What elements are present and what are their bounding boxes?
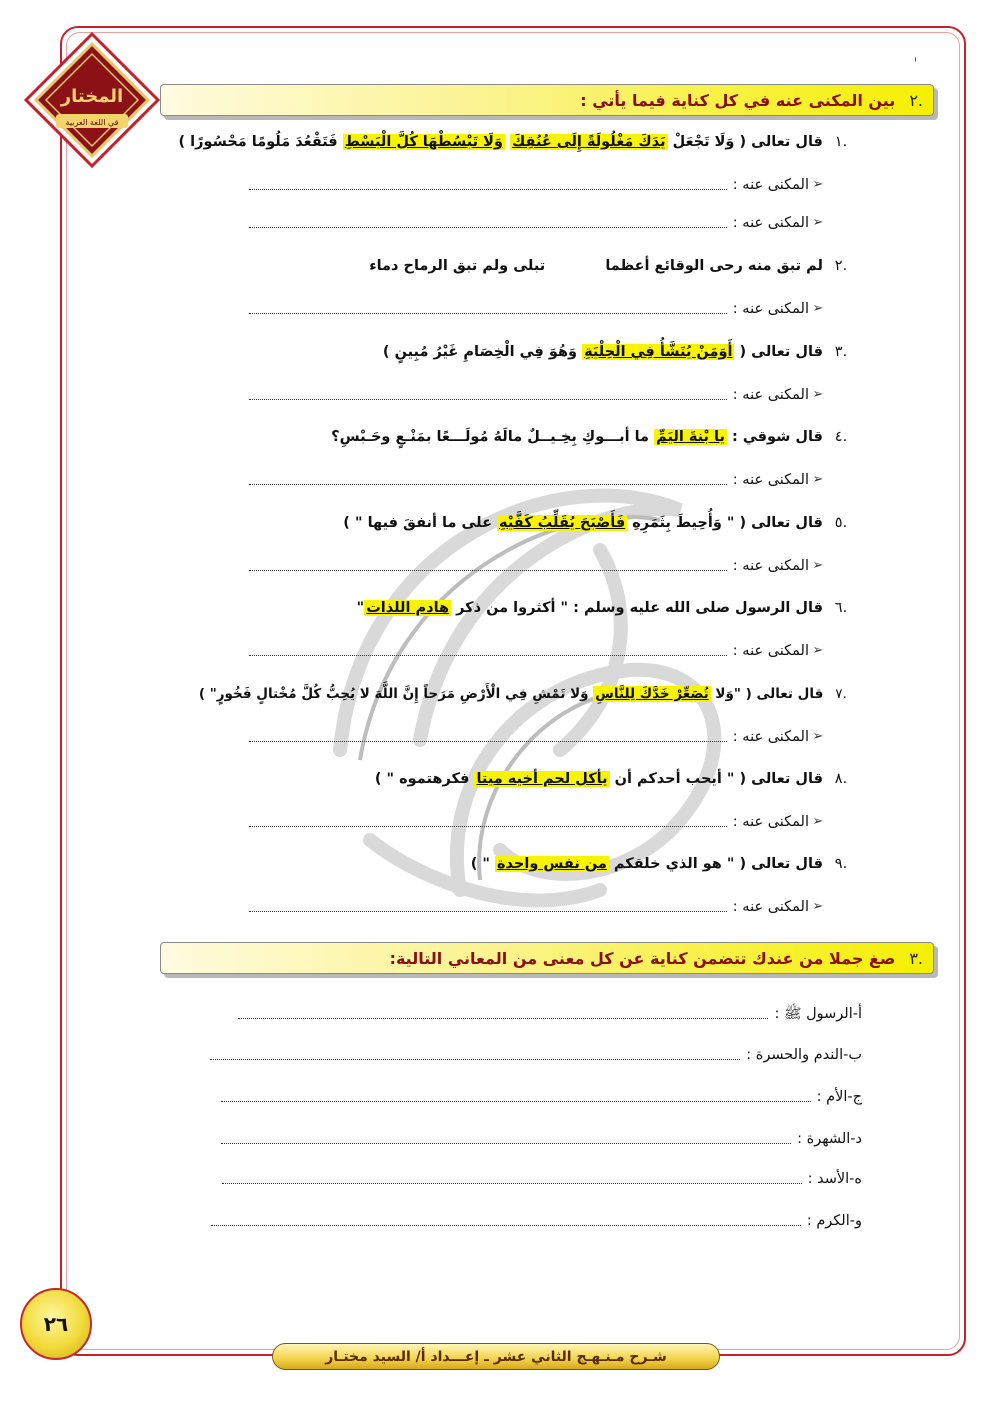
item-9: .٩ قال تعالى ( " هو الذي خلقكم من نفس واحدة " ) <box>470 856 848 872</box>
arrow-bullet-icon: ➢ <box>812 301 824 316</box>
highlight: تُصَعِّرْ خَدَّكَ لِلنَّاسِ <box>595 686 709 702</box>
footer-banner: شـرح مـنـهـج الثاني عشر ـ إعـــداد أ/ السيد مختـار <box>272 1343 720 1370</box>
arrow-bullet-icon: ➢ <box>812 215 824 230</box>
logo-title: المختار <box>60 86 124 107</box>
arrow-bullet-icon: ➢ <box>812 729 824 744</box>
question3-number: .٣ <box>909 948 923 968</box>
arrow-bullet-icon: ➢ <box>812 814 824 829</box>
item-3: .٣ قال تعالى ( أَوَمَنْ يُنَشَّأُ فِي الْحِلْيَةِ وَهُوَ فِي الْخِصَامِ غَيْرُ مُبِينٍ ) <box>382 344 848 360</box>
item-4: .٤ قال شوقي : يا بْنةَ اليَمِّ ما أبـــوكِ بِخِـيــلٌ مالَهُ مُولَـــعًا بمَنْـعٍ وحَـبْسِ؟ <box>331 429 848 445</box>
page-number: ٢٦ <box>20 1288 92 1360</box>
arrow-bullet-icon: ➢ <box>812 177 824 192</box>
sentence-item[interactable]: ب-الندم والحسرة : <box>210 1043 862 1067</box>
highlight: وَلَا تَبْسُطْهَا كُلَّ الْبَسْطِ <box>344 134 503 150</box>
item-8: .٨ قال تعالى ( " أيحب أحدكم أن يأكل لحم أخيه ميتا فكرهتموه " ) <box>374 771 848 787</box>
sentence-item[interactable]: ه-الأسد : <box>222 1167 862 1191</box>
sentence-item[interactable]: أ-الرسول ﷺ : <box>238 1002 862 1026</box>
arrow-bullet-icon: ➢ <box>812 472 824 487</box>
item-2: .٢ لم تبق منه رحى الوقائع أعظما تبلى ولم تبق الرماح دماء <box>369 258 848 274</box>
answer-line[interactable]: ➢ المكنى عنه : <box>249 383 827 407</box>
question2-header <box>160 84 934 116</box>
question2-title: بين المكنى عنه في كل كناية فيما يأتي : <box>580 90 896 110</box>
highlight: أَوَمَنْ يُنَشَّأُ فِي الْحِلْيَةِ <box>584 344 733 360</box>
question2-number: .٢ <box>909 90 923 110</box>
item-6: .٦ قال الرسول صلى الله عليه وسلم : " أكثروا من ذكر هادم اللذات" <box>356 600 848 616</box>
highlight: يأكل لحم أخيه ميتا <box>476 771 608 787</box>
answer-line[interactable]: ➢ المكنى عنه : <box>249 895 827 919</box>
item-7: .٧ قال تعالى ( "وَلا تُصَعِّرْ خَدَّكَ لِلنَّاسِ وَلا تَمْشِ فِي الْأَرْضِ مَرَحاً إِنَّ اللَّهَ لا يُحِبُّ كُلَّ مُخْتالٍ فَخُورٍ" ) <box>198 686 847 702</box>
answer-line[interactable]: ➢ المكنى عنه : <box>249 468 827 492</box>
arrow-bullet-icon: ➢ <box>812 558 824 573</box>
arrow-bullet-icon: ➢ <box>812 899 824 914</box>
item-1: .١ قال تعالى ( وَلَا تَجْعَلْ يَدَكَ مَغْلُولَةً إِلَى عُنُقِكَ وَلَا تَبْسُطْهَا كُلَّ الْبَسْطِ فَتَقْعُدَ مَلُومًا مَحْسُورًا ) <box>178 134 848 150</box>
highlight: من نفس واحدة <box>497 856 607 872</box>
answer-line[interactable]: ➢ المكنى عنه : <box>249 725 827 749</box>
highlight: يَدَكَ مَغْلُولَةً إِلَى عُنُقِكَ <box>512 134 666 150</box>
logo-subtitle: في اللغة العربية <box>65 118 119 127</box>
arrow-bullet-icon: ➢ <box>812 387 824 402</box>
sentence-item[interactable]: د-الشهرة : <box>221 1127 862 1151</box>
highlight: فَأَصْبَحَ يُقَلِّبُ كَفَّيْهِ <box>499 515 626 531</box>
question3-title: صغ جملا من عندك تتضمن كناية عن كل معنى من المعاني التالية: <box>389 948 896 968</box>
answer-line[interactable]: ➢ المكنى عنه : <box>249 810 827 834</box>
sentence-item[interactable]: ج-الأم : <box>221 1085 862 1109</box>
question3-header <box>160 942 934 974</box>
item-5: .٥ قال تعالى ( " وَأُحِيطَ بِثَمَرِهِ فَأَصْبَحَ يُقَلِّبُ كَفَّيْهِ على ما أنفقَ فيها " ) <box>343 515 848 531</box>
sentence-item[interactable]: و-الكرم : <box>211 1209 862 1233</box>
answer-line[interactable]: ➢ المكنى عنه : <box>249 211 827 235</box>
answer-line[interactable]: ➢ المكنى عنه : <box>249 173 827 197</box>
arrow-bullet-icon: ➢ <box>812 643 824 658</box>
answer-line[interactable]: ➢ المكنى عنه : <box>249 639 827 663</box>
highlight: يا بْنةَ اليَمِّ <box>656 429 725 445</box>
answer-line[interactable]: ➢ المكنى عنه : <box>249 554 827 578</box>
highlight: هادم اللذات <box>366 600 450 616</box>
answer-line[interactable]: ➢ المكنى عنه : <box>249 297 827 321</box>
brand-logo <box>22 30 162 170</box>
